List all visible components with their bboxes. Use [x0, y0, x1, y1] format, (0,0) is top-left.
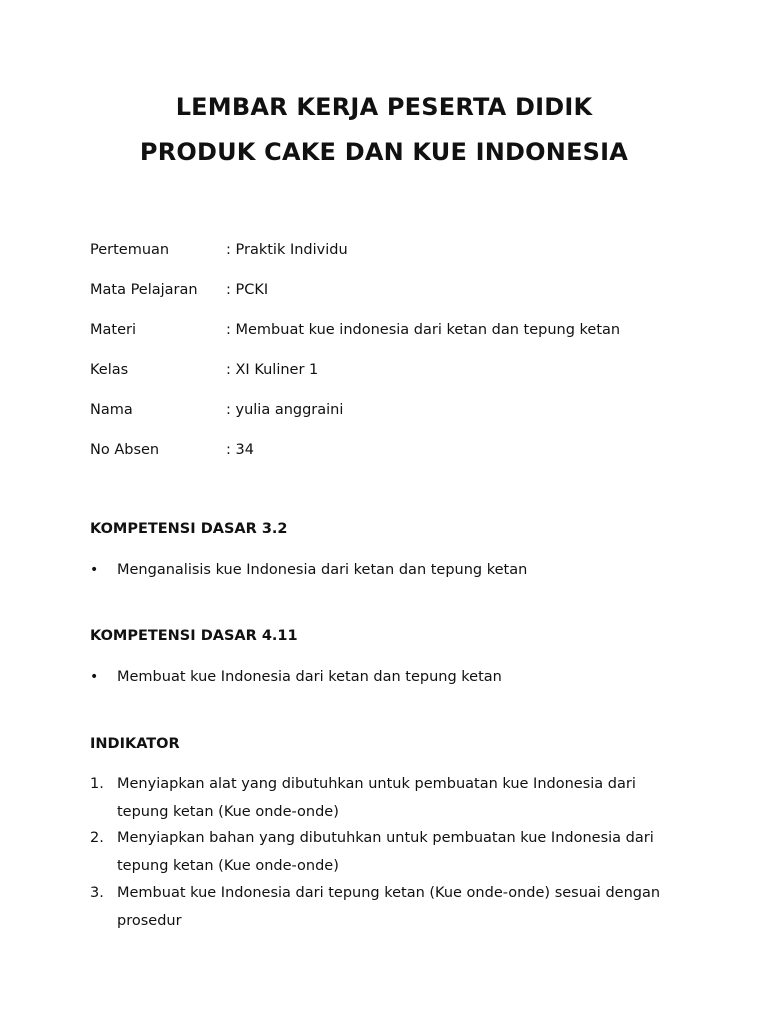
- indikator-item-2: [90, 825, 690, 880]
- info-label: Materi: [90, 322, 136, 338]
- info-row-kelas: [90, 360, 318, 380]
- info-row-pertemuan: [90, 240, 348, 260]
- bullet-item-kd-4-11: [90, 667, 502, 687]
- info-label: Pertemuan: [90, 242, 170, 258]
- bullet-item-kd-3-2: [90, 560, 527, 580]
- info-label: Kelas: [90, 362, 129, 378]
- info-label: Nama: [90, 402, 133, 418]
- info-value: : XI Kuliner 1: [226, 362, 319, 378]
- document-title-line-2: PRODUK CAKE DAN KUE INDONESIA: [139, 138, 629, 166]
- bullet-text: Membuat kue Indonesia dari ketan dan tepung ketan: [117, 669, 502, 685]
- item-number: 3.: [90, 885, 104, 901]
- info-value: : PCKI: [226, 282, 269, 298]
- info-value: : Praktik Individu: [226, 242, 348, 258]
- section-heading-indikator: INDIKATOR: [90, 736, 180, 752]
- section-heading-kd-3-2: KOMPETENSI DASAR 3.2: [90, 521, 288, 537]
- info-label: Mata Pelajaran: [90, 282, 198, 298]
- info-row-materi: [90, 320, 620, 340]
- bullet-text: Menganalisis kue Indonesia dari ketan dan tepung ketan: [117, 562, 528, 578]
- bullet-icon: •: [90, 562, 99, 578]
- item-number: 1.: [90, 776, 104, 792]
- info-row-no-absen: [90, 440, 254, 460]
- info-value: : yulia anggraini: [226, 402, 344, 418]
- info-label: No Absen: [90, 442, 160, 458]
- indikator-item-3: [90, 880, 690, 935]
- info-value: : Membuat kue indonesia dari ketan dan tepung ketan: [226, 322, 621, 338]
- info-row-nama: [90, 400, 343, 420]
- indikator-item-1: [90, 771, 690, 826]
- document-title-line-1: LEMBAR KERJA PESERTA DIDIK: [175, 93, 593, 121]
- info-row-mata-pelajaran: [90, 280, 268, 300]
- info-value: : 34: [226, 442, 254, 458]
- section-heading-kd-4-11: KOMPETENSI DASAR 4.11: [90, 628, 298, 644]
- item-text: Menyiapkan alat yang dibutuhkan untuk pembuatan kue Indonesia dari tepung ketan (Kue onde-onde): [117, 776, 636, 820]
- item-text: Membuat kue Indonesia dari tepung ketan (Kue onde-onde) sesuai dengan prosedur: [117, 885, 661, 929]
- item-text: Menyiapkan bahan yang dibutuhkan untuk pembuatan kue Indonesia dari tepung ketan (Kue onde-onde): [117, 830, 654, 874]
- item-number: 2.: [90, 830, 104, 846]
- bullet-icon: •: [90, 669, 99, 685]
